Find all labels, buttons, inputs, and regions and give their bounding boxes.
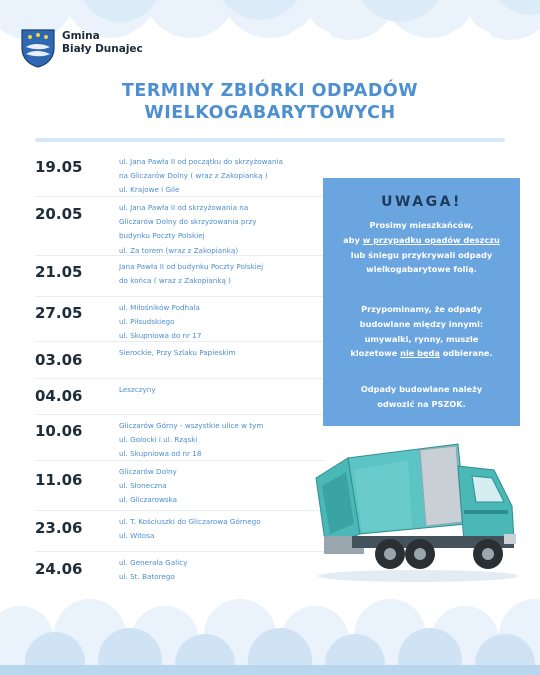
street-line: ul. Piłsudskiego <box>119 317 175 327</box>
title-line-2: WIELKOGABARYTOWYCH <box>144 103 396 123</box>
collection-date: 11.06 <box>35 471 83 489</box>
notice-text <box>329 346 514 361</box>
row-separator <box>35 296 325 297</box>
collection-date: 23.06 <box>35 519 83 537</box>
notice-text: umywalki, rynny, muszle <box>364 333 479 344</box>
row-separator <box>35 460 325 461</box>
bottom-wave-decoration <box>0 580 540 675</box>
row-separator <box>35 196 325 197</box>
notice-paragraph-cover <box>329 218 514 277</box>
notice-text: lub śniegu przykrywali odpady <box>350 249 493 260</box>
collection-date: 27.05 <box>35 304 83 322</box>
street-line: Gliczarów Dolny do skrzyżowania przy <box>119 217 257 227</box>
street-list <box>119 515 319 543</box>
street-line: ul. Witosa <box>119 531 155 541</box>
street-line: Sierockie, Przy Szlaku Papieskim <box>119 348 236 357</box>
collection-date: 20.05 <box>35 205 83 223</box>
street-line: ul. Słoneczna <box>119 481 167 491</box>
street-list <box>119 346 319 360</box>
notice-text-part: aby <box>343 234 363 245</box>
notice-text: budowlane między innymi: <box>359 318 484 329</box>
street-list <box>119 383 319 397</box>
street-line: ul. St. Batorego <box>119 572 175 582</box>
row-separator <box>35 255 325 256</box>
street-line: ul. Skupniowa do nr 17 <box>119 331 202 341</box>
street-line: Gliczarów Dolny <box>119 467 177 476</box>
street-line: Gliczarów Górny - wszystkie ulice w tym <box>119 421 264 430</box>
notice-text: Przypominamy, że odpady <box>361 304 482 314</box>
notice-text: Odpady budowlane należy <box>360 384 483 394</box>
street-line: ul. Skupniowa od nr 18 <box>119 449 202 459</box>
notice-box <box>323 178 520 426</box>
street-line: ul. Generała Galicy <box>119 558 188 567</box>
street-list <box>119 465 319 508</box>
street-line: budynku Poczty Polskiej <box>119 231 205 241</box>
collection-date: 21.05 <box>35 263 83 281</box>
notice-title: UWAGA! <box>381 194 462 210</box>
row-separator <box>35 414 325 415</box>
street-list <box>119 155 319 198</box>
municipality-name <box>62 30 143 56</box>
street-line: na Gliczarów Dolny ( wraz z Zakopianką ) <box>119 171 268 181</box>
street-line: ul. T. Kościuszki do Gliczarowa Górnego <box>119 517 261 526</box>
street-line: Jana Pawła II od budynku Poczty Polskiej <box>119 262 264 271</box>
brand-line-1: Gmina <box>62 30 100 42</box>
row-separator <box>35 341 325 342</box>
garbage-truck-illustration <box>308 436 523 586</box>
notice-text <box>329 233 514 248</box>
street-list <box>119 260 319 288</box>
gmina-crest-logo <box>20 28 56 68</box>
notice-text: wielkogabarytowe folią. <box>366 264 477 275</box>
row-separator <box>35 551 325 552</box>
street-line: do końca ( wraz z Zakopianką ) <box>119 276 231 286</box>
brand-line-2: Biały Dunajec <box>62 43 143 55</box>
collection-date: 04.06 <box>35 387 83 405</box>
notice-paragraph-reminder <box>329 302 514 361</box>
page-title <box>0 80 540 124</box>
collection-date: 10.06 <box>35 422 83 440</box>
street-line: ul. Miłośników Podhala <box>119 303 200 312</box>
notice-paragraph-pszok <box>329 382 514 412</box>
notice-text: odwozić na PSZOK. <box>377 398 466 409</box>
title-line-1: TERMINY ZBIÓRKI ODPADÓW <box>121 81 419 101</box>
street-list <box>119 556 319 584</box>
collection-date: 03.06 <box>35 351 83 369</box>
street-list <box>119 301 319 344</box>
notice-text-part: klozetowe <box>350 348 401 359</box>
notice-text: Prosimy mieszkańców, <box>369 220 474 230</box>
notice-underlined-text: nie będą <box>400 348 440 359</box>
street-line: ul. Golocki i ul. Rząski <box>119 435 198 445</box>
collection-date: 24.06 <box>35 560 83 578</box>
notice-text-part: odbierane. <box>439 348 493 359</box>
street-line: ul. Jana Pawła II od początku do skrzyżowania <box>119 157 283 166</box>
street-line: ul. Krajowe i Gile <box>119 185 180 195</box>
street-list <box>119 419 319 462</box>
notice-underlined-text: w przypadku opadów deszczu <box>362 234 500 245</box>
street-list <box>119 201 319 258</box>
row-separator <box>35 510 325 511</box>
street-line: ul. Jana Pawła II od skrzyżowania na <box>119 203 249 212</box>
title-divider <box>35 138 505 142</box>
row-separator <box>35 378 325 379</box>
street-line: Leszczyny <box>119 385 156 394</box>
street-line: ul. Gliczarowska <box>119 495 178 505</box>
collection-date: 19.05 <box>35 158 83 176</box>
street-line: ul. Za torem (wraz z Zakopianką) <box>119 245 239 255</box>
